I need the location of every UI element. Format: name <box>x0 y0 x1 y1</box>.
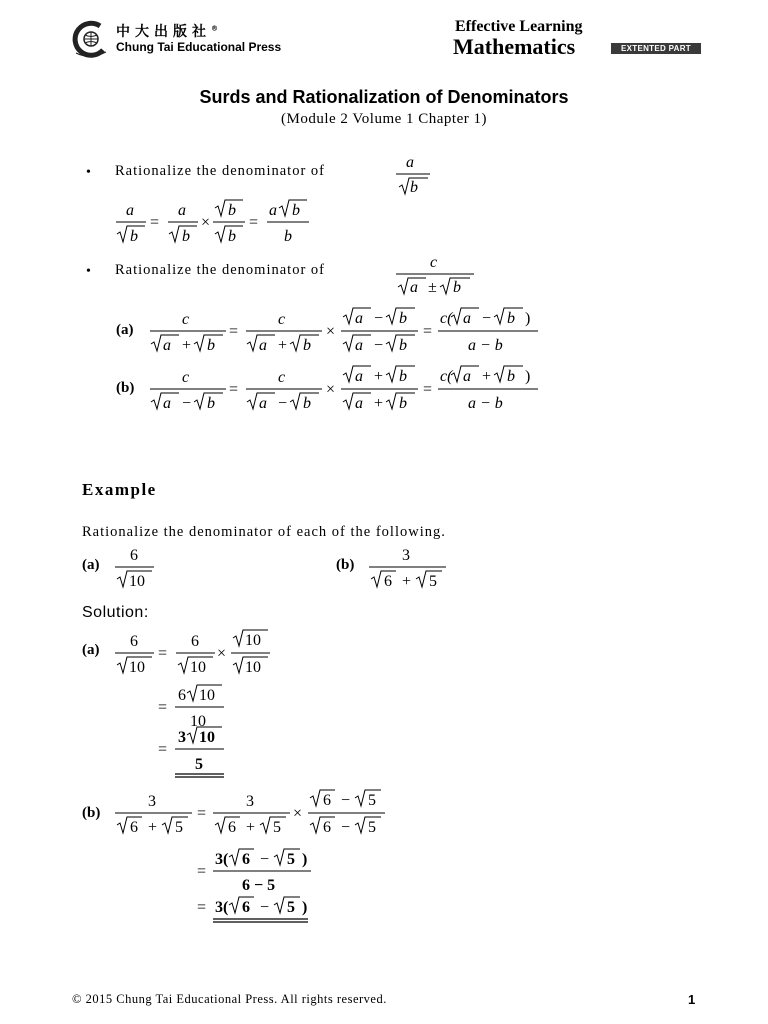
svg-text:c: c <box>430 254 438 271</box>
bullet-1: • <box>86 165 91 180</box>
svg-text:=: = <box>229 381 239 398</box>
svg-text:6: 6 <box>242 851 250 868</box>
svg-text:b: b <box>292 202 300 219</box>
svg-text:b: b <box>228 228 236 245</box>
svg-text:−: − <box>260 899 270 916</box>
series-brand <box>453 18 698 60</box>
svg-text:3: 3 <box>402 547 410 564</box>
example-part-b-fraction <box>366 544 450 592</box>
svg-text:+: + <box>246 819 256 836</box>
bullet-2: • <box>86 264 91 279</box>
svg-text:10: 10 <box>190 659 206 676</box>
svg-text:3: 3 <box>148 793 156 810</box>
svg-text:3: 3 <box>246 793 254 810</box>
svg-text:a: a <box>163 337 171 354</box>
case-b-derivation <box>146 361 546 417</box>
svg-text:=: = <box>158 645 168 662</box>
solution-part-b-derivation <box>112 786 412 936</box>
brand-line-2: Mathematics <box>453 34 576 59</box>
svg-text:a: a <box>463 368 471 385</box>
svg-text:b: b <box>507 310 515 327</box>
svg-text:−: − <box>182 395 192 412</box>
svg-text:−: − <box>341 819 351 836</box>
example-heading: Example <box>82 480 157 499</box>
svg-text:b: b <box>303 337 311 354</box>
example-instruction: Rationalize the denominator of each of the following. <box>82 524 446 540</box>
svg-text:c(: c( <box>440 310 453 327</box>
svg-text:b: b <box>399 337 407 354</box>
svg-text:3(: 3( <box>215 851 229 868</box>
svg-text:6: 6 <box>384 573 392 590</box>
svg-text:a: a <box>163 395 171 412</box>
brand-badge: EXTENTED PART <box>611 43 701 54</box>
svg-text:5: 5 <box>429 573 437 590</box>
case-a-derivation <box>146 303 546 359</box>
svg-text:+: + <box>148 819 158 836</box>
svg-text:10: 10 <box>129 659 145 676</box>
svg-text:6 − 5: 6 − 5 <box>242 877 276 894</box>
svg-text:): ) <box>525 310 531 327</box>
svg-text:a: a <box>406 154 414 171</box>
svg-text:a: a <box>355 310 363 327</box>
page-subtitle: (Module 2 Volume 1 Chapter 1) <box>280 111 487 127</box>
svg-text:5: 5 <box>273 819 281 836</box>
svg-text:=: = <box>150 214 160 231</box>
svg-text:6: 6 <box>130 633 138 650</box>
svg-text:b: b <box>507 368 515 385</box>
svg-text:c: c <box>182 311 190 328</box>
svg-text:a: a <box>410 279 418 296</box>
svg-text:=: = <box>158 699 168 716</box>
svg-text:b: b <box>207 337 215 354</box>
svg-text:b: b <box>399 368 407 385</box>
svg-text:−: − <box>482 310 492 327</box>
svg-text:a − b: a − b <box>468 337 503 354</box>
svg-text:−: − <box>374 337 384 354</box>
svg-text:=: = <box>229 323 239 340</box>
svg-text:a: a <box>259 337 267 354</box>
svg-text:=: = <box>197 805 207 822</box>
svg-text:3: 3 <box>178 729 186 746</box>
svg-text:−: − <box>374 310 384 327</box>
svg-text:3(: 3( <box>215 899 229 916</box>
svg-text:b: b <box>399 310 407 327</box>
svg-text:=: = <box>423 381 433 398</box>
svg-text:=: = <box>197 863 207 880</box>
footer-copyright: © 2015 Chung Tai Educational Press. All rights reserved. <box>72 992 387 1006</box>
svg-text:=: = <box>423 323 433 340</box>
svg-text:): ) <box>302 851 308 868</box>
svg-text:5: 5 <box>287 851 295 868</box>
svg-text:b: b <box>410 179 418 196</box>
svg-text:×: × <box>217 645 227 662</box>
svg-text:b: b <box>399 395 407 412</box>
page-title: Surds and Rationalization of Denominators <box>199 87 569 107</box>
rule-2-text: Rationalize the denominator of <box>115 262 325 278</box>
svg-text:6: 6 <box>191 633 199 650</box>
rule-2-fraction <box>394 252 478 298</box>
svg-text:): ) <box>302 899 308 916</box>
rule-1-derivation <box>112 198 322 248</box>
svg-text:b: b <box>207 395 215 412</box>
svg-text:): ) <box>525 368 531 385</box>
svg-text:a: a <box>355 368 363 385</box>
svg-text:6: 6 <box>228 819 236 836</box>
brand-line-1: Effective Learning <box>455 18 583 35</box>
page-number: 1 <box>688 992 696 1007</box>
case-a-label: (a) <box>116 322 134 338</box>
svg-text:5: 5 <box>175 819 183 836</box>
example-part-b-label: (b) <box>336 557 355 573</box>
svg-text:10: 10 <box>199 687 215 704</box>
publisher-name-english: Chung Tai Educational Press <box>116 40 282 54</box>
svg-text:c(: c( <box>440 368 453 385</box>
svg-text:c: c <box>278 311 286 328</box>
solution-part-a-label: (a) <box>82 642 100 658</box>
svg-text:a: a <box>355 395 363 412</box>
svg-text:±: ± <box>428 279 437 296</box>
svg-text:b: b <box>130 228 138 245</box>
svg-text:+: + <box>374 368 384 385</box>
svg-text:10: 10 <box>199 729 215 746</box>
svg-text:5: 5 <box>368 819 376 836</box>
svg-text:a − b: a − b <box>468 395 503 412</box>
solution-part-a-derivation <box>112 626 282 786</box>
svg-text:×: × <box>326 323 336 340</box>
svg-text:=: = <box>158 741 168 758</box>
rule-1-fraction <box>394 152 434 198</box>
svg-text:c: c <box>182 369 190 386</box>
svg-text:a: a <box>178 202 186 219</box>
svg-text:b: b <box>182 228 190 245</box>
svg-text:6: 6 <box>130 819 138 836</box>
svg-text:+: + <box>482 368 492 385</box>
svg-text:−: − <box>278 395 288 412</box>
svg-text:a: a <box>355 337 363 354</box>
svg-text:6: 6 <box>178 687 186 704</box>
example-part-a-fraction <box>112 544 160 592</box>
svg-text:−: − <box>341 792 351 809</box>
globe-logo-icon <box>70 20 114 60</box>
svg-text:=: = <box>197 899 207 916</box>
svg-text:6: 6 <box>130 547 138 564</box>
svg-text:×: × <box>201 214 211 231</box>
svg-text:b: b <box>284 228 292 245</box>
svg-text:5: 5 <box>368 792 376 809</box>
svg-text:b: b <box>453 279 461 296</box>
svg-text:6: 6 <box>242 899 250 916</box>
svg-text:c: c <box>278 369 286 386</box>
svg-text:6: 6 <box>323 819 331 836</box>
svg-text:×: × <box>326 381 336 398</box>
svg-text:10: 10 <box>129 573 145 590</box>
svg-text:+: + <box>374 395 384 412</box>
case-b-label: (b) <box>116 380 135 396</box>
svg-text:a: a <box>269 202 277 219</box>
solution-heading: Solution: <box>82 604 149 621</box>
svg-text:5: 5 <box>195 756 203 773</box>
svg-text:+: + <box>402 573 412 590</box>
svg-text:b: b <box>303 395 311 412</box>
svg-text:+: + <box>182 337 192 354</box>
example-part-a-label: (a) <box>82 557 100 573</box>
svg-text:−: − <box>260 851 270 868</box>
svg-text:5: 5 <box>287 899 295 916</box>
svg-text:a: a <box>259 395 267 412</box>
svg-text:6: 6 <box>323 792 331 809</box>
svg-text:=: = <box>249 214 259 231</box>
svg-text:10: 10 <box>245 659 261 676</box>
solution-part-b-label: (b) <box>82 805 101 821</box>
svg-text:10: 10 <box>190 713 206 730</box>
svg-text:+: + <box>278 337 288 354</box>
rule-1-text: Rationalize the denominator of <box>115 163 325 179</box>
publisher-logo <box>70 20 280 60</box>
publisher-name-chinese: 中大出版社® <box>116 24 218 40</box>
svg-text:×: × <box>293 805 303 822</box>
svg-text:a: a <box>126 202 134 219</box>
svg-text:10: 10 <box>245 632 261 649</box>
svg-text:a: a <box>463 310 471 327</box>
svg-text:b: b <box>228 202 236 219</box>
